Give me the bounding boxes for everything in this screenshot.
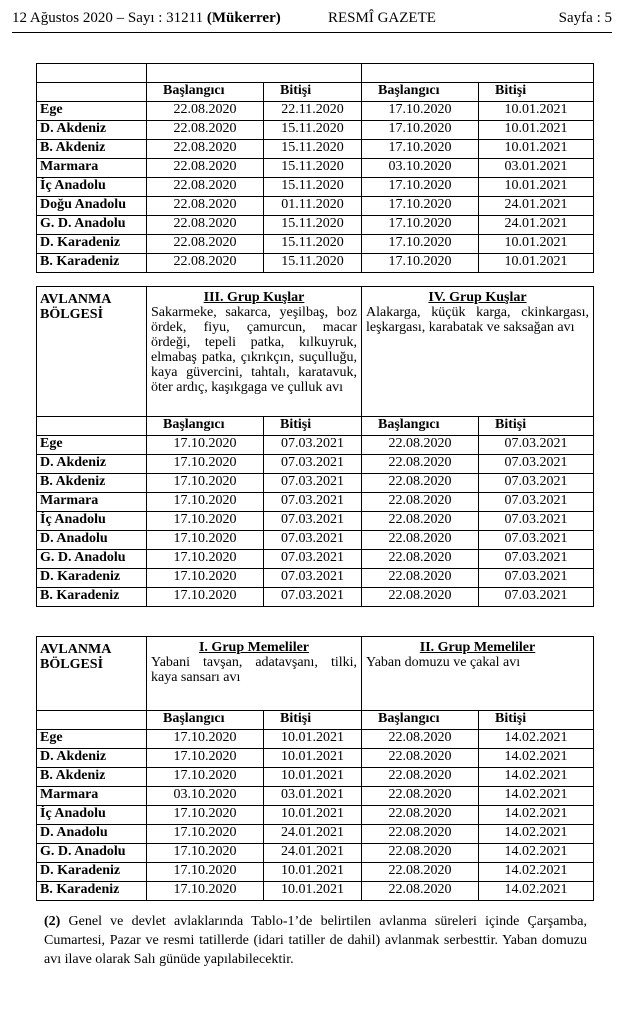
date-header-row	[37, 417, 594, 436]
table-row	[37, 455, 594, 474]
footnote-paragraph	[44, 912, 587, 969]
table-row	[37, 882, 594, 901]
table-row	[37, 197, 594, 216]
start-date-cell: 22.08.2020	[362, 493, 479, 512]
end-date-cell: 07.03.2021	[264, 436, 362, 455]
start-date-cell: 22.08.2020	[362, 768, 479, 787]
date-header-row	[37, 711, 594, 730]
start-date-cell: 22.08.2020	[147, 102, 264, 121]
start-date-cell: 17.10.2020	[147, 863, 264, 882]
region-column-header: AVLANMA BÖLGESİ	[37, 637, 147, 711]
group-iv-birds	[362, 287, 594, 417]
end-date-cell: 07.03.2021	[264, 512, 362, 531]
blank-cell	[362, 64, 594, 83]
end-header: Bitişi	[479, 417, 594, 436]
end-date-cell: 14.02.2021	[479, 844, 594, 863]
end-date-cell: 07.03.2021	[264, 493, 362, 512]
table-row	[37, 749, 594, 768]
end-date-cell: 10.01.2021	[264, 806, 362, 825]
end-date-cell: 14.02.2021	[479, 806, 594, 825]
end-date-cell: 15.11.2020	[264, 216, 362, 235]
region-cell: D. Karadeniz	[37, 235, 147, 254]
start-date-cell: 17.10.2020	[362, 102, 479, 121]
region-cell: Doğu Anadolu	[37, 197, 147, 216]
group-description: Yabani tavşan, adatavşanı, tilki, kaya sansarı avı	[151, 655, 357, 685]
start-date-cell: 22.08.2020	[362, 806, 479, 825]
table-row	[37, 863, 594, 882]
page-number: Sayfa : 5	[558, 10, 612, 26]
region-cell: G. D. Anadolu	[37, 844, 147, 863]
start-date-cell: 17.10.2020	[147, 730, 264, 749]
end-date-cell: 24.01.2021	[479, 197, 594, 216]
table-row	[37, 254, 594, 273]
region-cell: B. Karadeniz	[37, 882, 147, 901]
end-date-cell: 07.03.2021	[264, 588, 362, 607]
region-cell: İç Anadolu	[37, 512, 147, 531]
end-date-cell: 10.01.2021	[479, 140, 594, 159]
start-date-cell: 22.08.2020	[362, 787, 479, 806]
blank-cell	[37, 83, 147, 102]
table-blank-header-row	[37, 64, 594, 83]
region-cell: D. Akdeniz	[37, 749, 147, 768]
blank-cell	[37, 417, 147, 436]
table-row	[37, 512, 594, 531]
group-header-row	[37, 287, 594, 417]
end-date-cell: 10.01.2021	[264, 863, 362, 882]
end-date-cell: 10.01.2021	[264, 882, 362, 901]
table-row	[37, 235, 594, 254]
end-date-cell: 15.11.2020	[264, 159, 362, 178]
region-cell: D. Karadeniz	[37, 863, 147, 882]
end-date-cell: 07.03.2021	[479, 550, 594, 569]
region-cell: D. Anadolu	[37, 531, 147, 550]
table-row	[37, 216, 594, 235]
table-row	[37, 825, 594, 844]
end-header: Bitişi	[479, 711, 594, 730]
region-cell: D. Akdeniz	[37, 121, 147, 140]
region-cell: Marmara	[37, 493, 147, 512]
start-header: Başlangıcı	[147, 83, 264, 102]
region-cell: Marmara	[37, 787, 147, 806]
start-header: Başlangıcı	[362, 83, 479, 102]
table-row	[37, 121, 594, 140]
blank-cell	[37, 711, 147, 730]
start-date-cell: 22.08.2020	[147, 254, 264, 273]
start-date-cell: 22.08.2020	[362, 844, 479, 863]
end-date-cell: 14.02.2021	[479, 863, 594, 882]
hunting-table-mammals	[36, 636, 594, 901]
page-header	[12, 10, 612, 32]
table-row	[37, 588, 594, 607]
end-date-cell: 15.11.2020	[264, 140, 362, 159]
header-rule	[12, 32, 612, 33]
start-date-cell: 17.10.2020	[147, 455, 264, 474]
start-date-cell: 17.10.2020	[147, 806, 264, 825]
end-date-cell: 07.03.2021	[479, 512, 594, 531]
start-date-cell: 22.08.2020	[147, 235, 264, 254]
table-row	[37, 474, 594, 493]
end-date-cell: 10.01.2021	[264, 768, 362, 787]
start-date-cell: 22.08.2020	[147, 216, 264, 235]
end-header: Bitişi	[264, 417, 362, 436]
start-date-cell: 22.08.2020	[147, 178, 264, 197]
end-date-cell: 07.03.2021	[479, 455, 594, 474]
end-date-cell: 07.03.2021	[479, 531, 594, 550]
table-row	[37, 730, 594, 749]
end-date-cell: 24.01.2021	[479, 216, 594, 235]
start-date-cell: 17.10.2020	[362, 197, 479, 216]
table-row	[37, 178, 594, 197]
end-date-cell: 03.01.2021	[264, 787, 362, 806]
hunting-table-1	[36, 63, 594, 273]
group-description: Alakarga, küçük karga, ckinkargası, leşkargası, karabatak ve saksağan avı	[366, 305, 589, 335]
start-date-cell: 17.10.2020	[362, 178, 479, 197]
group-title: IV. Grup Kuşlar	[428, 290, 527, 305]
start-date-cell: 22.08.2020	[362, 588, 479, 607]
end-header: Bitişi	[264, 711, 362, 730]
table-row	[37, 531, 594, 550]
end-date-cell: 24.01.2021	[264, 825, 362, 844]
end-date-cell: 07.03.2021	[479, 588, 594, 607]
table-row	[37, 844, 594, 863]
end-date-cell: 14.02.2021	[479, 749, 594, 768]
start-date-cell: 17.10.2020	[362, 235, 479, 254]
table-row	[37, 806, 594, 825]
region-cell: G. D. Anadolu	[37, 216, 147, 235]
start-header: Başlangıcı	[147, 711, 264, 730]
table-row	[37, 550, 594, 569]
gazette-title: RESMÎ GAZETE	[328, 10, 436, 26]
start-date-cell: 17.10.2020	[147, 531, 264, 550]
start-date-cell: 22.08.2020	[362, 569, 479, 588]
region-cell: B. Akdeniz	[37, 474, 147, 493]
region-cell: D. Karadeniz	[37, 569, 147, 588]
start-date-cell: 22.08.2020	[362, 474, 479, 493]
group-iii-birds	[147, 287, 362, 417]
start-date-cell: 17.10.2020	[147, 550, 264, 569]
blank-cell	[37, 64, 147, 83]
start-date-cell: 03.10.2020	[362, 159, 479, 178]
end-date-cell: 24.01.2021	[264, 844, 362, 863]
start-header: Başlangıcı	[362, 417, 479, 436]
end-date-cell: 07.03.2021	[479, 493, 594, 512]
start-date-cell: 22.08.2020	[147, 197, 264, 216]
start-date-cell: 22.08.2020	[362, 436, 479, 455]
start-date-cell: 22.08.2020	[362, 882, 479, 901]
start-date-cell: 22.08.2020	[362, 455, 479, 474]
start-date-cell: 22.08.2020	[362, 550, 479, 569]
end-date-cell: 10.01.2021	[479, 178, 594, 197]
paragraph-number: (2)	[44, 914, 61, 929]
region-cell: İç Anadolu	[37, 806, 147, 825]
end-date-cell: 10.01.2021	[479, 254, 594, 273]
end-date-cell: 22.11.2020	[264, 102, 362, 121]
blank-cell	[147, 64, 362, 83]
end-date-cell: 15.11.2020	[264, 178, 362, 197]
end-date-cell: 14.02.2021	[479, 825, 594, 844]
end-date-cell: 01.11.2020	[264, 197, 362, 216]
group-description: Yaban domuzu ve çakal avı	[366, 655, 521, 670]
group-ii-mammals	[362, 637, 594, 711]
table-row	[37, 159, 594, 178]
end-date-cell: 07.03.2021	[479, 474, 594, 493]
end-date-cell: 03.01.2021	[479, 159, 594, 178]
start-date-cell: 17.10.2020	[362, 140, 479, 159]
end-header: Bitişi	[479, 83, 594, 102]
group-title: I. Grup Memeliler	[198, 640, 310, 655]
start-date-cell: 22.08.2020	[362, 512, 479, 531]
start-date-cell: 17.10.2020	[362, 254, 479, 273]
table-row	[37, 768, 594, 787]
mukerrer-label: (Mükerrer)	[206, 10, 281, 26]
end-date-cell: 10.01.2021	[479, 121, 594, 140]
end-date-cell: 15.11.2020	[264, 254, 362, 273]
region-cell: D. Akdeniz	[37, 455, 147, 474]
start-date-cell: 17.10.2020	[147, 882, 264, 901]
start-date-cell: 17.10.2020	[147, 436, 264, 455]
end-date-cell: 10.01.2021	[479, 102, 594, 121]
end-date-cell: 14.02.2021	[479, 768, 594, 787]
start-date-cell: 17.10.2020	[147, 569, 264, 588]
paragraph-text: Genel ve devlet avlaklarında Tablo-1’de belirtilen avlanma süreleri içinde Çarşamba, Cumartesi, Pazar ve resmi tatillerde (idari tatiller de dahil) avlanmak serbesttir. Yaban domuzu avı ilave olarak Salı günüde yapılabilecektir.	[44, 914, 588, 967]
end-header: Bitişi	[264, 83, 362, 102]
start-header: Başlangıcı	[147, 417, 264, 436]
start-date-cell: 22.08.2020	[362, 863, 479, 882]
start-date-cell: 22.08.2020	[147, 159, 264, 178]
start-date-cell: 17.10.2020	[147, 844, 264, 863]
region-cell: B. Akdeniz	[37, 140, 147, 159]
end-date-cell: 07.03.2021	[479, 569, 594, 588]
table-row	[37, 493, 594, 512]
issue-info	[12, 10, 281, 27]
start-date-cell: 17.10.2020	[147, 512, 264, 531]
group-description: Sakarmeke, sakarca, yeşilbaş, boz ördek, fiyu, çamurcun, macar ördeği, tepeli patka, kılkuyruk, elmabaş patka, çıkrıkçın, suçulluğu, kaya güvercini, tahtalı, karatavuk, öter ardıç, kaşıkgaga ve çulluk avı	[151, 305, 357, 395]
start-date-cell: 17.10.2020	[147, 474, 264, 493]
issue-date-number: 12 Ağustos 2020 – Sayı : 31211	[12, 10, 204, 26]
table-row	[37, 569, 594, 588]
start-date-cell: 22.08.2020	[362, 531, 479, 550]
region-cell: Marmara	[37, 159, 147, 178]
start-date-cell: 17.10.2020	[362, 121, 479, 140]
start-date-cell: 03.10.2020	[147, 787, 264, 806]
end-date-cell: 07.03.2021	[264, 455, 362, 474]
table-row	[37, 787, 594, 806]
start-date-cell: 22.08.2020	[362, 825, 479, 844]
end-date-cell: 07.03.2021	[479, 436, 594, 455]
end-date-cell: 07.03.2021	[264, 474, 362, 493]
start-date-cell: 22.08.2020	[147, 140, 264, 159]
group-header-row	[37, 637, 594, 711]
region-cell: G. D. Anadolu	[37, 550, 147, 569]
end-date-cell: 10.01.2021	[479, 235, 594, 254]
group-i-mammals	[147, 637, 362, 711]
start-date-cell: 22.08.2020	[362, 749, 479, 768]
group-title: III. Grup Kuşlar	[203, 290, 305, 305]
region-cell: B. Karadeniz	[37, 588, 147, 607]
end-date-cell: 10.01.2021	[264, 730, 362, 749]
end-date-cell: 10.01.2021	[264, 749, 362, 768]
end-date-cell: 07.03.2021	[264, 550, 362, 569]
end-date-cell: 14.02.2021	[479, 882, 594, 901]
start-date-cell: 17.10.2020	[147, 768, 264, 787]
table-row	[37, 140, 594, 159]
end-date-cell: 14.02.2021	[479, 730, 594, 749]
end-date-cell: 15.11.2020	[264, 235, 362, 254]
date-header-row	[37, 83, 594, 102]
start-date-cell: 22.08.2020	[362, 730, 479, 749]
start-date-cell: 22.08.2020	[147, 121, 264, 140]
start-date-cell: 17.10.2020	[147, 825, 264, 844]
group-title: II. Grup Memeliler	[419, 640, 536, 655]
region-cell: Ege	[37, 102, 147, 121]
hunting-table-birds	[36, 286, 594, 607]
region-cell: B. Karadeniz	[37, 254, 147, 273]
region-cell: Ege	[37, 436, 147, 455]
start-date-cell: 17.10.2020	[147, 493, 264, 512]
end-date-cell: 07.03.2021	[264, 531, 362, 550]
region-cell: D. Anadolu	[37, 825, 147, 844]
start-date-cell: 17.10.2020	[147, 588, 264, 607]
region-cell: Ege	[37, 730, 147, 749]
start-date-cell: 17.10.2020	[147, 749, 264, 768]
end-date-cell: 14.02.2021	[479, 787, 594, 806]
start-header: Başlangıcı	[362, 711, 479, 730]
table-row	[37, 436, 594, 455]
end-date-cell: 07.03.2021	[264, 569, 362, 588]
table-row	[37, 102, 594, 121]
region-column-header: AVLANMA BÖLGESİ	[37, 287, 147, 417]
region-cell: İç Anadolu	[37, 178, 147, 197]
end-date-cell: 15.11.2020	[264, 121, 362, 140]
start-date-cell: 17.10.2020	[362, 216, 479, 235]
region-cell: B. Akdeniz	[37, 768, 147, 787]
